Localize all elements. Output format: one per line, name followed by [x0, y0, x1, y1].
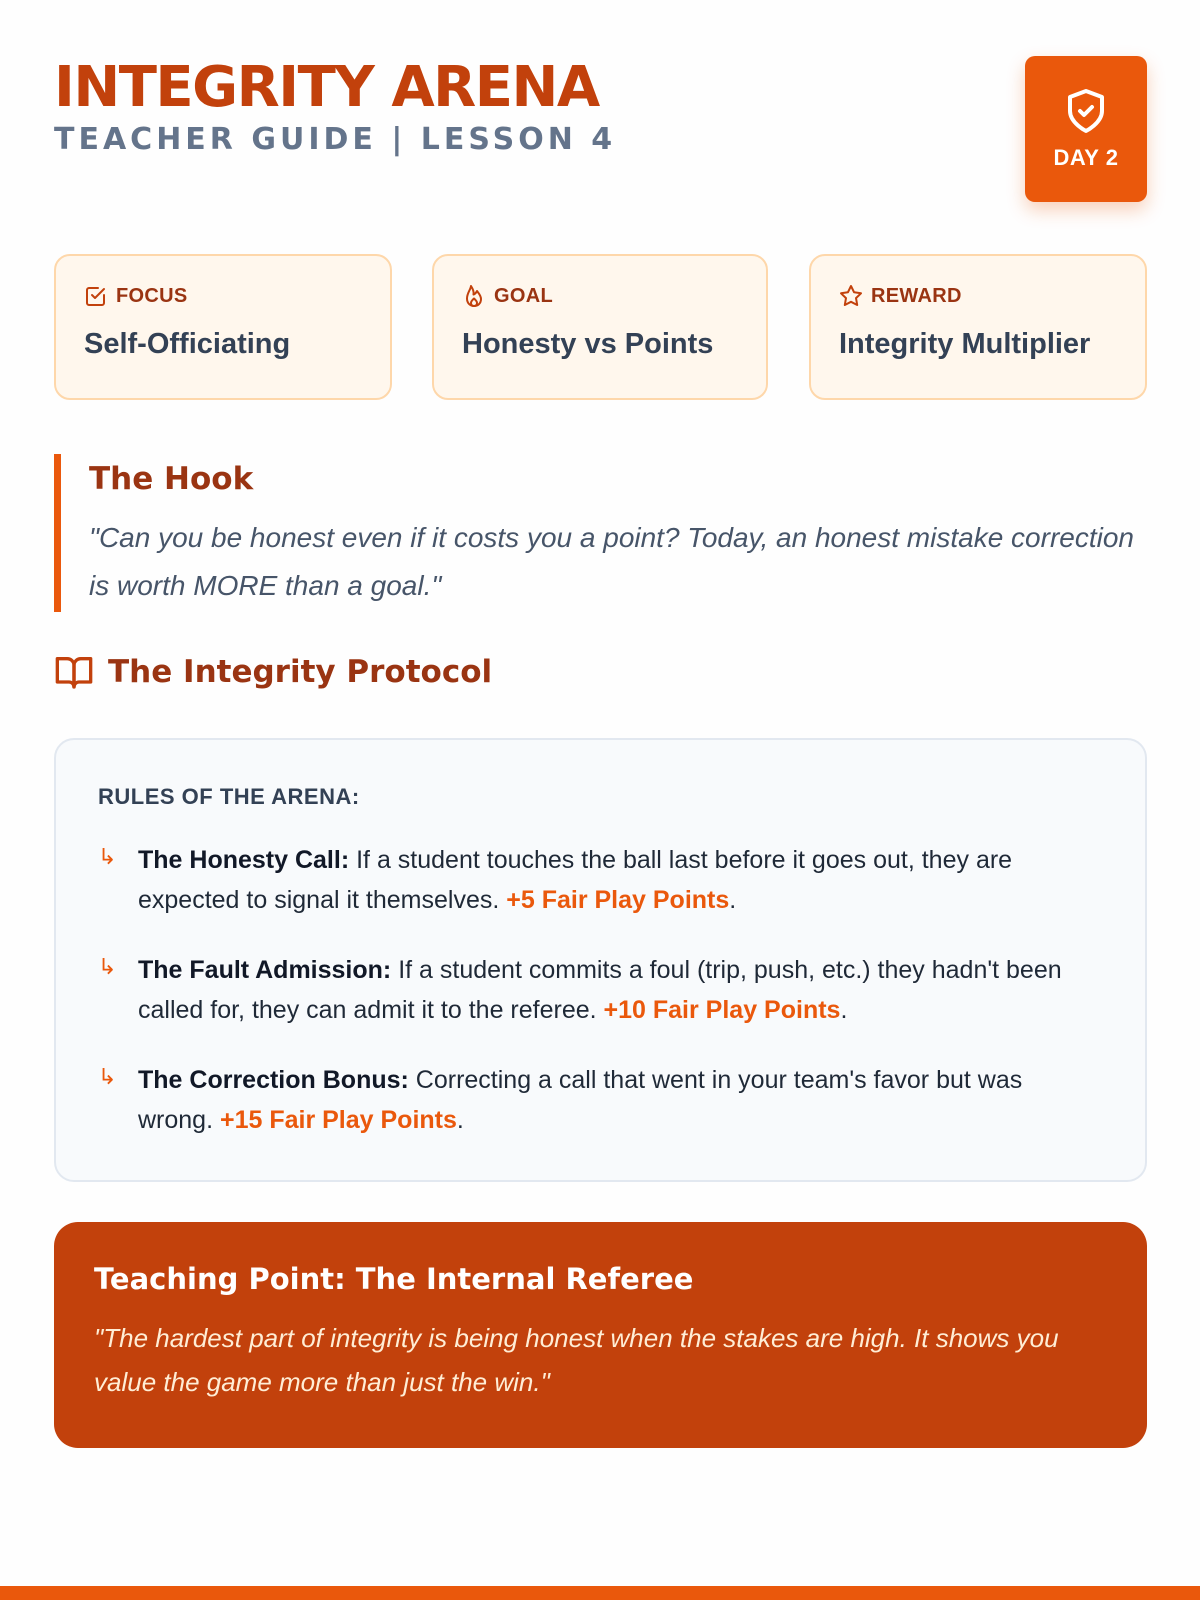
- rule-end: .: [729, 886, 737, 914]
- rule-end: .: [840, 996, 848, 1024]
- rule-item: [98, 1060, 1103, 1140]
- lesson-page: [54, 0, 1147, 1600]
- shield-check-icon: [1062, 87, 1110, 135]
- page-title: INTEGRITY ARENA: [54, 55, 599, 120]
- bottom-accent-bar: [0, 1586, 1200, 1600]
- arrow-return-icon: ↳: [98, 954, 117, 979]
- rule-description: If a student commits a foul (trip, push, etc.) they hadn't been called for, they can admit it to the referee.: [138, 956, 1062, 1024]
- teaching-quote: "The hardest part of integrity is being honest when the stakes are high. It shows you value the game more than just the win.": [94, 1323, 1059, 1397]
- book-open-icon: [54, 652, 94, 692]
- card-label: REWARD: [871, 284, 962, 307]
- rules-title: RULES OF THE ARENA:: [98, 784, 360, 809]
- stat-cards: [54, 254, 1147, 400]
- rule-points: +5 Fair Play Points: [506, 886, 730, 914]
- day-label: DAY 2: [1053, 145, 1119, 170]
- rule-points: +15 Fair Play Points: [219, 1106, 457, 1134]
- card-reward: [809, 254, 1147, 400]
- rule-name: The Fault Admission:: [138, 956, 392, 984]
- rule-name: The Correction Bonus:: [138, 1066, 409, 1094]
- card-focus: [54, 254, 392, 400]
- rule-description: If a student touches the ball last before it goes out, they are expected to signal it themselves.: [138, 846, 1013, 914]
- rule-item: [98, 840, 1103, 920]
- card-goal: [432, 254, 768, 400]
- protocol-title: The Integrity Protocol: [108, 654, 493, 690]
- rule-text: [138, 840, 1103, 920]
- day-badge: [1025, 56, 1147, 202]
- card-label: GOAL: [494, 284, 553, 307]
- rule-item: [98, 950, 1103, 1030]
- star-icon: [839, 284, 863, 308]
- rule-end: .: [456, 1106, 464, 1134]
- rule-text: [138, 1060, 1103, 1140]
- page-subtitle: TEACHER GUIDE | LESSON 4: [54, 122, 617, 157]
- card-value: Honesty vs Points: [462, 328, 714, 360]
- card-value: Integrity Multiplier: [839, 328, 1091, 360]
- rule-name: The Honesty Call:: [138, 846, 350, 874]
- rule-description: Correcting a call that went in your team's favor but was wrong.: [138, 1066, 1023, 1134]
- header: [54, 56, 1147, 206]
- rules-box: [54, 738, 1147, 1182]
- hook-title: The Hook: [89, 461, 254, 497]
- arrow-return-icon: ↳: [98, 1064, 117, 1089]
- rule-points: +10 Fair Play Points: [603, 996, 841, 1024]
- arrow-return-icon: ↳: [98, 844, 117, 869]
- checkbox-icon: [84, 284, 108, 308]
- hook-section: [54, 454, 1147, 612]
- flame-icon: [462, 284, 486, 308]
- protocol-heading: [54, 652, 492, 692]
- rule-text: [138, 950, 1103, 1030]
- card-value: Self-Officiating: [84, 328, 291, 360]
- card-label: FOCUS: [116, 284, 188, 307]
- hook-quote: "Can you be honest even if it costs you a point? Today, an honest mistake correction is worth MORE than a goal.": [89, 522, 1134, 601]
- teaching-title: Teaching Point: The Internal Referee: [94, 1262, 694, 1296]
- teaching-point: [54, 1222, 1147, 1448]
